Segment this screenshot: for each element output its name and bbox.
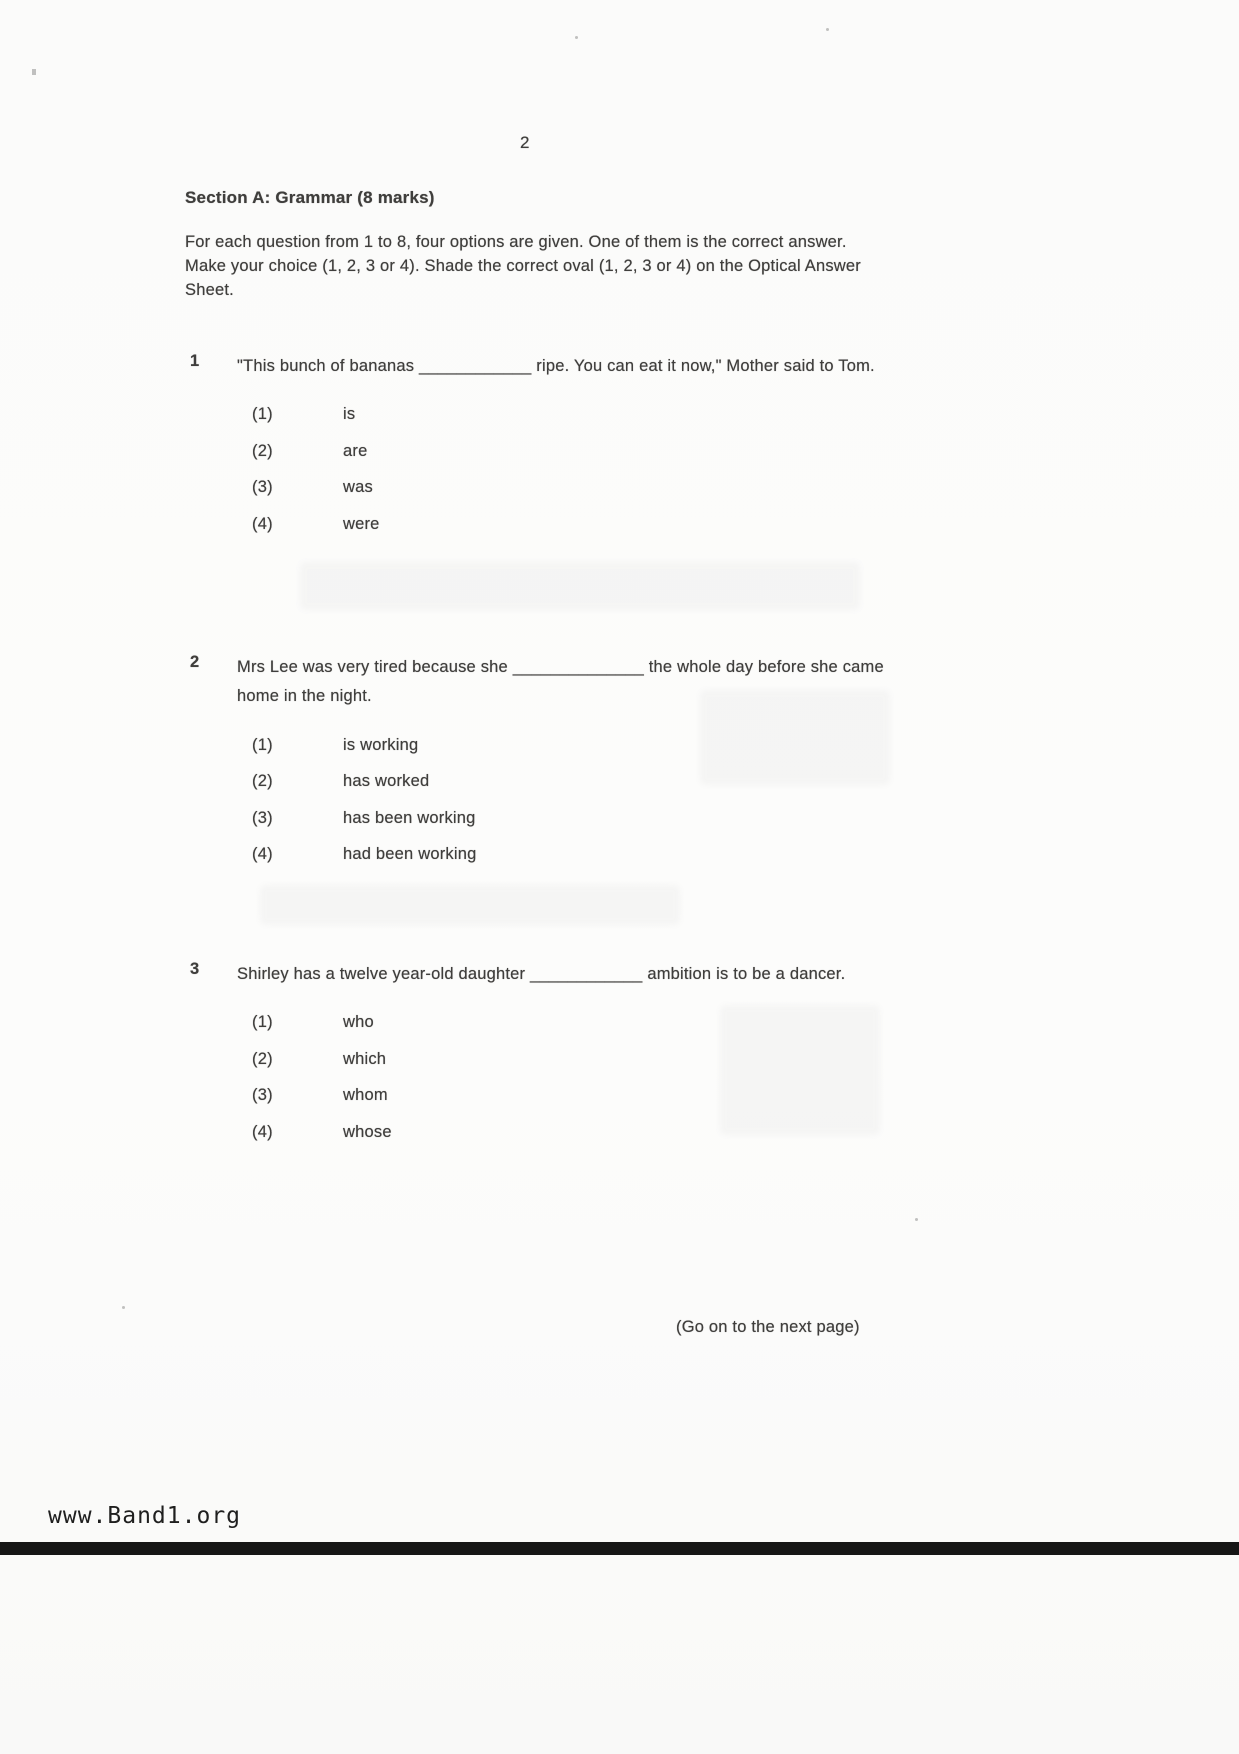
scan-speck bbox=[32, 69, 36, 75]
showthrough-smudge bbox=[300, 562, 860, 610]
question-3-text: Shirley has a twelve year-old daughter ____________ ambition is to be a dancer. bbox=[237, 965, 846, 983]
option-label: (1) bbox=[252, 1013, 273, 1032]
option-text: has been working bbox=[343, 808, 476, 827]
option-label: (1) bbox=[252, 405, 273, 424]
option-row bbox=[252, 478, 950, 515]
option-label: (3) bbox=[252, 808, 273, 827]
option-text: has worked bbox=[343, 772, 430, 791]
page-number: 2 bbox=[520, 133, 530, 152]
question-1 bbox=[190, 352, 950, 551]
option-text: which bbox=[343, 1049, 387, 1068]
option-label: (2) bbox=[252, 441, 273, 460]
question-2-text: Mrs Lee was very tired because she ______________ the whole day before she came home in the night. bbox=[237, 658, 884, 706]
option-label: (3) bbox=[252, 1086, 273, 1105]
option-label: (4) bbox=[252, 1122, 273, 1141]
option-label: (4) bbox=[252, 845, 273, 864]
question-1-options bbox=[252, 405, 950, 551]
section-title: Section A: Grammar (8 marks) bbox=[185, 188, 435, 207]
scan-speck bbox=[826, 28, 829, 31]
continuation-note: (Go on to the next page) bbox=[676, 1318, 860, 1336]
option-text: had been working bbox=[343, 845, 477, 864]
option-text: who bbox=[343, 1013, 374, 1032]
scan-speck bbox=[915, 1218, 918, 1221]
option-text: are bbox=[343, 441, 368, 460]
option-row bbox=[252, 845, 950, 882]
option-label: (3) bbox=[252, 478, 273, 497]
option-row bbox=[252, 405, 950, 442]
scan-speck bbox=[575, 36, 578, 39]
section-instructions: For each question from 1 to 8, four options are given. One of them is the correct answer. Make your choice (1, 2, 3 or 4). Shade the correct oval (1, 2, 3 or 4) on the Optical Answer Sheet. bbox=[185, 233, 861, 299]
question-1-text: "This bunch of bananas ____________ ripe. You can eat it now," Mother said to Tom. bbox=[237, 357, 875, 375]
scan-speck bbox=[122, 1306, 125, 1309]
option-text: was bbox=[343, 478, 373, 497]
option-text: whose bbox=[343, 1122, 392, 1141]
option-text: were bbox=[343, 514, 380, 533]
showthrough-smudge bbox=[700, 690, 890, 785]
showthrough-smudge bbox=[260, 885, 680, 925]
option-text: is working bbox=[343, 735, 419, 754]
question-3-number: 3 bbox=[190, 960, 200, 978]
option-row bbox=[252, 515, 950, 552]
option-row bbox=[252, 809, 950, 846]
option-label: (2) bbox=[252, 1049, 273, 1068]
option-text: whom bbox=[343, 1086, 388, 1105]
showthrough-smudge bbox=[720, 1005, 880, 1135]
option-text: is bbox=[343, 405, 356, 424]
option-label: (2) bbox=[252, 772, 273, 791]
question-3-head bbox=[190, 960, 950, 989]
scan-bottom-bar bbox=[0, 1542, 1239, 1555]
option-label: (4) bbox=[252, 514, 273, 533]
option-row bbox=[252, 442, 950, 479]
question-1-head bbox=[190, 352, 950, 381]
question-1-number: 1 bbox=[190, 352, 200, 370]
question-2-number: 2 bbox=[190, 653, 200, 671]
option-label: (1) bbox=[252, 735, 273, 754]
website-watermark: www.Band1.org bbox=[48, 1503, 242, 1529]
